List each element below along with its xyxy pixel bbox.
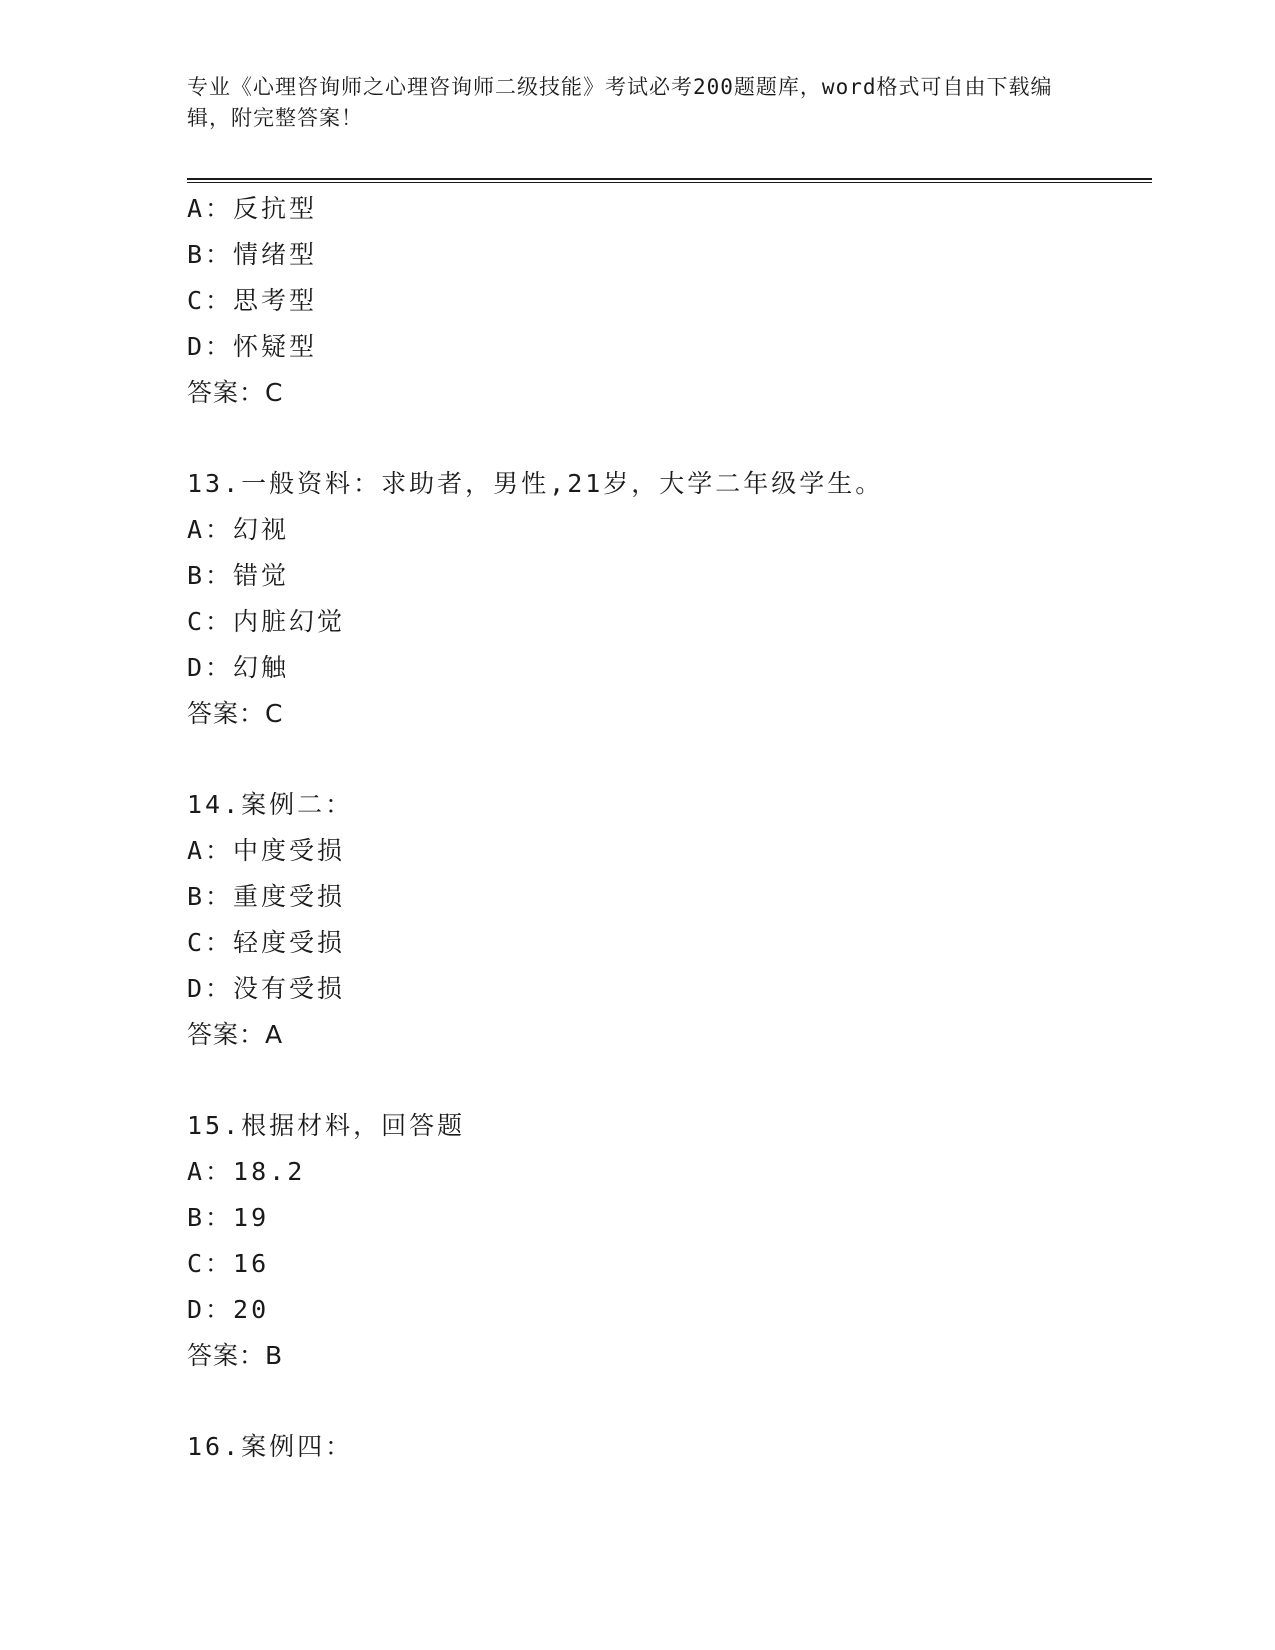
answer-line: 答案：C (187, 699, 284, 728)
question-list (187, 186, 1152, 1470)
answer-line: 答案：A (187, 1020, 284, 1049)
option-a: A：反抗型 (187, 194, 318, 223)
answer-line: 答案：C (187, 378, 284, 407)
spacer (187, 1379, 1152, 1424)
option-d: D：幻触 (187, 653, 290, 682)
option-b: B：情绪型 (187, 240, 318, 269)
spacer (187, 416, 1152, 461)
option-a: A：幻视 (187, 515, 290, 544)
header-divider (187, 178, 1152, 183)
question-text: 15.根据材料，回答题 (187, 1111, 466, 1140)
question-text: 14.案例二： (187, 790, 354, 819)
option-a: A：中度受损 (187, 836, 346, 865)
option-b: B：错觉 (187, 561, 290, 590)
question-block (187, 186, 1152, 416)
option-c: C：16 (187, 1249, 270, 1278)
option-a: A：18.2 (187, 1157, 306, 1186)
spacer (187, 737, 1152, 782)
option-c: C：思考型 (187, 286, 318, 315)
question-block (187, 461, 1152, 737)
question-text: 16.案例四： (187, 1432, 354, 1461)
question-block (187, 782, 1152, 1058)
answer-line: 答案：B (187, 1341, 284, 1370)
option-d: D：怀疑型 (187, 332, 318, 361)
question-block (187, 1424, 1152, 1470)
question-text: 13.一般资料：求助者，男性,21岁，大学二年级学生。 (187, 469, 884, 498)
option-c: C：内脏幻觉 (187, 607, 346, 636)
document-header: 专业《心理咨询师之心理咨询师二级技能》考试必考200题题库，word格式可自由下载编辑，附完整答案！ (187, 75, 1053, 130)
question-block (187, 1103, 1152, 1379)
option-b: B：19 (187, 1203, 270, 1232)
option-d: D：没有受损 (187, 974, 346, 1003)
option-d: D：20 (187, 1295, 270, 1324)
option-b: B：重度受损 (187, 882, 346, 911)
spacer (187, 1058, 1152, 1103)
option-c: C：轻度受损 (187, 928, 346, 957)
